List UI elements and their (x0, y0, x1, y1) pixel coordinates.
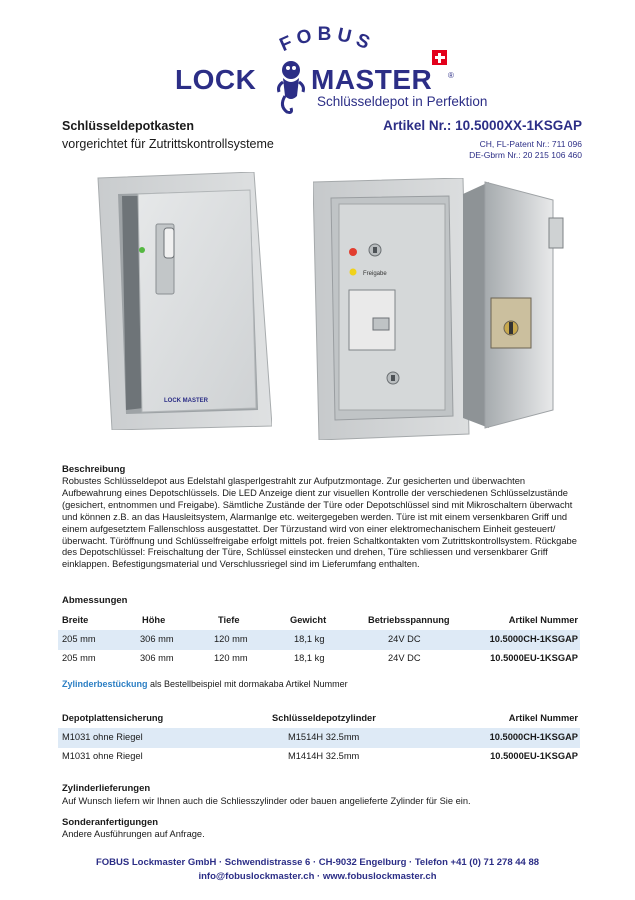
registered-mark: ® (448, 71, 454, 80)
table-row (58, 630, 580, 650)
lockmaster-logo (175, 24, 488, 110)
col-breite: Breite (62, 615, 89, 625)
svg-text:FOBUS (277, 24, 378, 56)
patent-ch: CH, FL-Patent Nr.: 711 096 (479, 139, 582, 149)
cell: 120 mm (214, 653, 248, 663)
cylinder-heading: Zylinderbestückung (62, 679, 148, 689)
delivery-heading: Zylinderlieferungen (62, 783, 151, 794)
fobus-arc-text (227, 24, 427, 64)
closed-cabinet-photo (94, 172, 272, 430)
cell: 205 mm (62, 634, 96, 644)
col-artikel: Artikel Nummer (508, 615, 578, 625)
logo-lock-word: LOCK (175, 64, 257, 95)
cell: 24V DC (388, 634, 421, 644)
cell: 120 mm (214, 634, 248, 644)
product-subtitle: vorgerichtet für Zutrittskontrollsysteme (62, 137, 274, 151)
cylinder-note (62, 679, 348, 689)
col-zylinder: Schlüsseldepotzylinder (272, 713, 376, 723)
table-row (58, 649, 580, 669)
cell: 18,1 kg (294, 634, 325, 644)
custom-heading: Sonderanfertigungen (62, 817, 159, 828)
cell: 18,1 kg (294, 653, 325, 663)
freigabe-label: Freigabe (363, 271, 387, 277)
custom-text: Andere Ausführungen auf Anfrage. (62, 829, 205, 839)
fobus-text: FOBUS (276, 24, 378, 57)
cell: 306 mm (140, 653, 174, 663)
cell: 24V DC (388, 653, 421, 663)
col-hoehe: Höhe (142, 615, 166, 625)
col-depotplatte: Depotplattensicherung (62, 713, 164, 723)
table-row (58, 728, 580, 748)
left-photo-brand: LOCK MASTER (164, 398, 208, 404)
cylinder-header-row (58, 709, 580, 729)
cell: M1514H 32.5mm (288, 732, 360, 742)
mascot-icon (273, 56, 309, 116)
cell: M1031 ohne Riegel (62, 751, 143, 761)
cell: 10.5000CH-1KSGAP (489, 634, 578, 644)
cylinder-note-text: als Bestellbeispiel mit dormakaba Artikel Nummer (150, 679, 348, 689)
description-text: Robustes Schlüsseldepot aus Edelstahl glasperlgestrahlt zur Aufputzmontage. Zur gesicherten und überwachten Aufbewahrung eines Depotschlüssels. Die LED Anzeige dient zur visuellen Kontrolle der verschiedenen Schlüsselzustände (gesichert, entnommen und Freigabe). Sämtliche Zustände der Türe oder Depotschlüssel sind mit Mikroschaltern überwacht und können z.B. an das Hausleitsystem, Alarmanlge etc. weitergegeben werden. Türe ist mit einem versenkbaren Griff und einem aufgesetztem Fallenschloss ausgestattet. Der Türzustand wird von einer elektromechanischem Einheit gesteuert/überwacht. Türöffnung und Schlüsselfreigabe erfolgt mittels pot. freien Schaltkontakten vom Zutrittskontrollsystem. Rückgabe des Depotschlüssel: Freischaltung der Türe, Schlüssel einstecken und drehen, Türe schliessen und versenkbarer Griff einklappen. Befestigungsmaterial und Verschlussriegel sind im Lieferumfang enthalten. (62, 476, 577, 570)
col-tiefe: Tiefe (218, 615, 240, 625)
logo-master-word: MASTER (311, 64, 433, 95)
cell: M1414H 32.5mm (288, 751, 360, 761)
footer-contact[interactable]: info@fobuslockmaster.ch · www.fobuslockmaster.ch (198, 871, 437, 882)
description-heading: Beschreibung (62, 464, 126, 475)
cell: 10.5000EU-1KSGAP (490, 653, 578, 663)
cell: M1031 ohne Riegel (62, 732, 143, 742)
footer-address: FOBUS Lockmaster GmbH · Schwendistrasse 6 · CH-9032 Engelburg · Telefon +41 (0) 71 278 44 88 (95, 857, 540, 868)
open-cabinet-photo (313, 178, 575, 440)
logo-tagline: Schlüsseldepot in Perfektion (317, 94, 488, 109)
article-number: Artikel Nr.: 10.5000XX-1KSGAP (383, 118, 582, 133)
patent-info (469, 139, 582, 161)
cell: 306 mm (140, 634, 174, 644)
table-row (58, 747, 580, 767)
cell: 10.5000EU-1KSGAP (490, 751, 578, 761)
swiss-flag-icon (432, 50, 447, 65)
cell: 205 mm (62, 653, 96, 663)
patent-de: DE-Gbrm Nr.: 20 215 106 460 (469, 150, 582, 160)
dimensions-header-row (58, 611, 580, 631)
dimensions-heading: Abmessungen (62, 595, 128, 606)
product-title: Schlüsseldepotkasten (62, 119, 194, 133)
col-artikel: Artikel Nummer (508, 713, 578, 723)
delivery-text: Auf Wunsch liefern wir Ihnen auch die Schliesszylinder oder bauen angelieferte Zylinder für Sie ein. (62, 796, 471, 806)
col-spannung: Betriebsspannung (368, 615, 450, 625)
cell: 10.5000CH-1KSGAP (489, 732, 578, 742)
col-gewicht: Gewicht (290, 615, 327, 625)
